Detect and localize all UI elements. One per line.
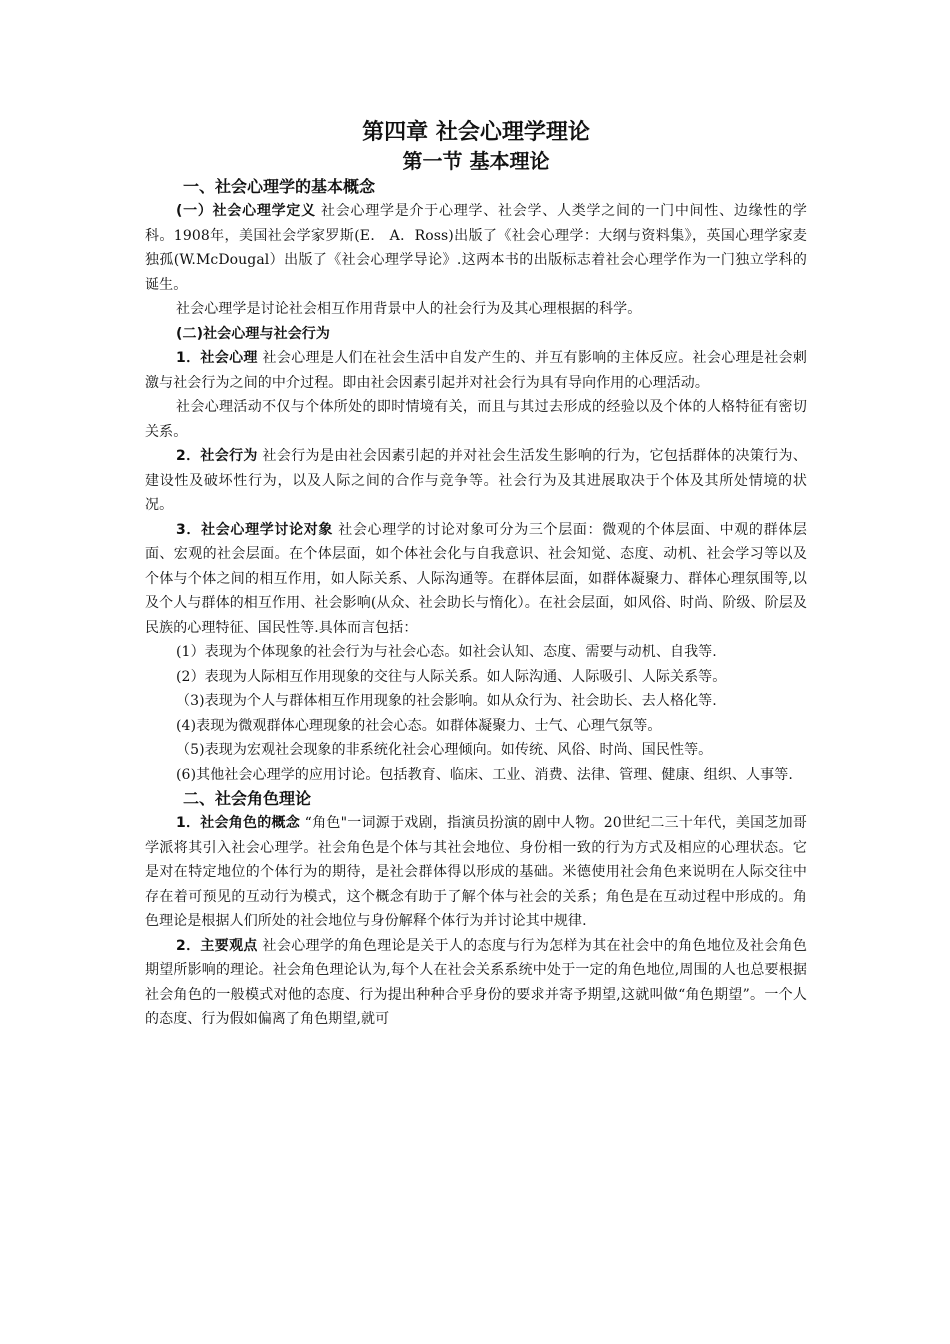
list-item: （3)表现为个人与群体相互作用现象的社会影响。如从众行为、社会助长、去人格化等.	[176, 693, 717, 709]
section-title: 第一节 基本理论	[402, 149, 550, 173]
list-item: (1）表现为个体现象的社会行为与社会心态。如社会认知、态度、需要与动机、自我等.	[176, 644, 717, 660]
role-item2-text: 社会心理学的角色理论是关于人的态度与行为怎样为其在社会中的角色地位及社会角色期望所影响的理论。社会角色理论认为,每个人在社会关系系统中处于一定的角色地位,周围的人也总要根据社会角色的一般模式对他的态度、行为提出种种合乎身份的要求并寄予期望,这就叫做“角色期望”。一个人的态度、行为假如偏离了角色期望,就可	[145, 937, 807, 1027]
paragraph-main-views	[145, 934, 807, 1032]
role-item2-lead: 2．主要观点	[176, 937, 258, 954]
chapter-title: 第四章 社会心理学理论	[362, 120, 590, 145]
item2-text: 社会行为是由社会因素引起的并对社会生活发生影响的行为，它包括群体的决策行为、建设性及破坏性行为，以及人际之间的合作与竞争等。社会行为及其进展取决于个体及其所处情境的状况。	[145, 448, 807, 513]
list-item: (6)其他社会心理学的应用讨论。包括教育、临床、工业、消费、法律、管理、健康、组织、人事等.	[176, 766, 793, 783]
paragraph-science: 社会心理学是讨论社会相互作用背景中人的社会行为及其心理根据的科学。	[176, 301, 642, 317]
definition-lead: (一）社会心理学定义	[176, 203, 316, 219]
heading-role-theory: 二、社会角色理论	[183, 789, 312, 808]
list-item: （5)表现为宏观社会现象的非系统化社会心理倾向。如传统、风俗、时尚、国民性等。	[176, 742, 713, 758]
subheading-psychology-behavior	[145, 322, 807, 347]
paragraph-definition	[145, 199, 807, 297]
document-body	[145, 118, 807, 1032]
role-item1-lead: 1．社会角色的概念	[176, 815, 300, 831]
paragraph-social-psychology-2: 社会心理活动不仅与个体所处的即时情境有关，而且与其过去形成的经验以及个体的人格特征有密切关系。	[145, 399, 807, 440]
item3-text: 社会心理学的讨论对象可分为三个层面：微观的个体层面、中观的群体层面、宏观的社会层面。在个体层面，如个体社会化与自我意识、社会知觉、态度、动机、社会学习等以及个体与个体之间的相互作用，如人际关系、人际沟通等。在群体层面，如群体凝聚力、群体心理氛围等,以及个人与群体的相互作用、社会影响(从众、社会助长与惰化）。在社会层面，如风俗、时尚、阶级、阶层及民族的心理特征、国民性等.具体而言包括：	[145, 521, 808, 636]
item1-text: 社会心理是人们在社会生活中自发产生的、并互有影响的主体反应。社会心理是社会刺激与社会行为之间的中介过程。即由社会因素引起并对社会行为具有导向作用的心理活动。	[145, 350, 807, 391]
item2-lead: 2．社会行为	[176, 448, 258, 464]
subheading-text: (二)社会心理与社会行为	[176, 325, 330, 342]
definition-text: 社会心理学是介于心理学、社会学、人类学之间的一门中间性、边缘性的学科。1908年，美国社会学家罗斯(E． A．Ross)出版了《社会心理学：大纲与资料集》，英国心理学家麦独孤(W.McDougal）出版了《社会心理学导论》.这两本书的出版标志着社会心理学作为一门独立学科的诞生。	[145, 203, 807, 293]
paragraph-social-psychology	[145, 346, 807, 395]
paragraph-social-behavior	[145, 444, 807, 518]
heading-basic-concepts: 一、社会心理学的基本概念	[183, 177, 376, 196]
list-item: (2）表现为人际相互作用现象的交往与人际关系。如人际沟通、人际吸引、人际关系等。	[176, 668, 727, 685]
paragraph-role-concept	[145, 811, 807, 934]
role-item1-text: “角色"一词源于戏剧，指演员扮演的剧中人物。20世纪二三十年代，美国芝加哥学派将其引入社会心理学。社会角色是个体与其社会地位、身份相一致的行为方式及相应的心理状态。它是对在特定地位的个体行为的期待，是社会群体得以形成的基础。米德使用社会角色来说明在人际交往中存在着可预见的互动行为模式，这个概念有助于了解个体与社会的关系；角色是在互动过程中形成的。角色理论是根据人们所处的社会地位与身份解释个体行为并讨论其中规律.	[145, 815, 807, 929]
paragraph-research-objects	[145, 518, 807, 641]
list-item: (4)表现为微观群体心理现象的社会心态。如群体凝聚力、士气、心理气氛等。	[176, 717, 662, 734]
item1-lead: 1．社会心理	[176, 350, 258, 366]
item3-lead: 3．社会心理学讨论对象	[176, 521, 334, 538]
